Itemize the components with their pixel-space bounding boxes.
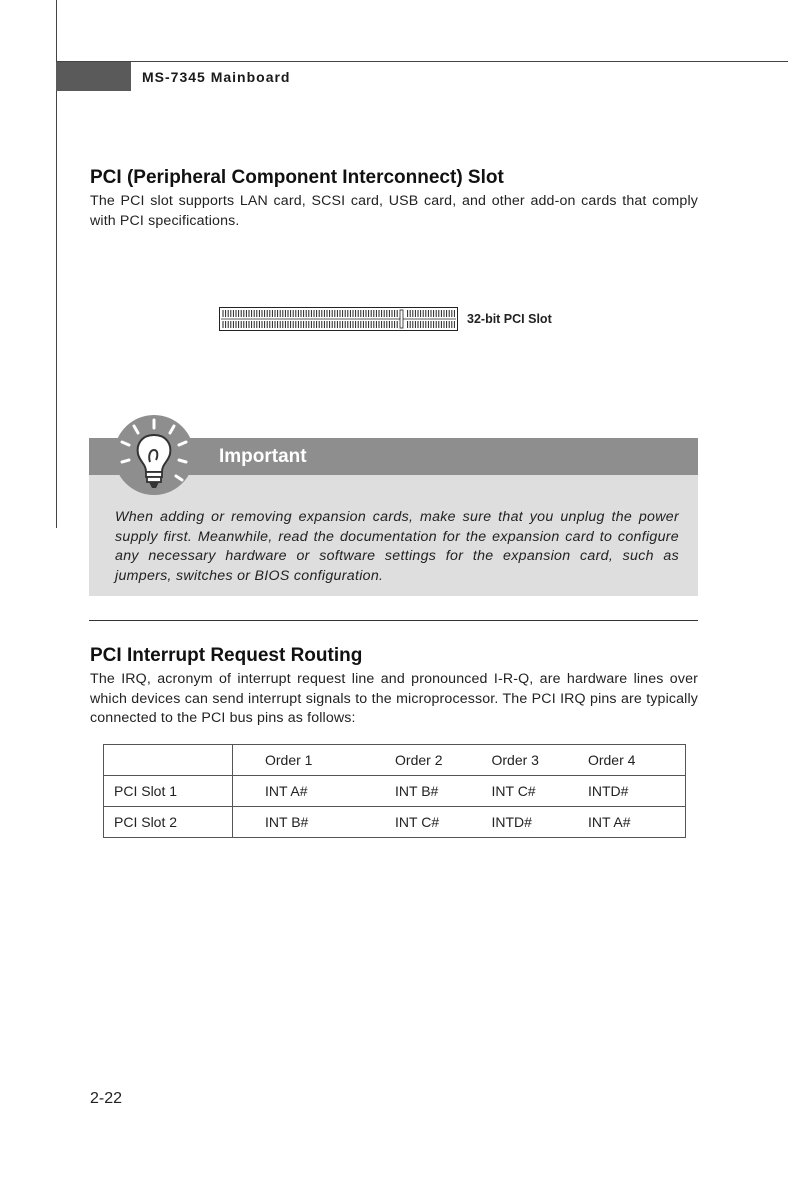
table-cell: PCI Slot 1 xyxy=(104,776,233,807)
important-label: Important xyxy=(219,446,307,467)
table-header-cell xyxy=(104,745,233,776)
irq-routing-description: The IRQ, acronym of interrupt request line and pronounced I-R-Q, are hardware lines over which devices can send interrupt signals to the microprocessor. The PCI IRQ pins are typically connected to the PCI bus pins as follows: xyxy=(90,671,698,726)
table-cell: PCI Slot 2 xyxy=(104,807,233,838)
irq-routing-table xyxy=(103,744,686,838)
table-cell: INTD# xyxy=(492,807,588,838)
table-cell: INT C# xyxy=(395,807,491,838)
pci-slot-label: 32-bit PCI Slot xyxy=(467,312,552,326)
pci-slot-icon xyxy=(219,307,459,331)
page-number: 2-22 xyxy=(90,1090,123,1107)
table-cell: INT B# xyxy=(395,776,491,807)
lightbulb-icon xyxy=(112,410,196,500)
table-header-cell: Order 2 xyxy=(395,745,491,776)
pci-slot-description: The PCI slot supports LAN card, SCSI card, USB card, and other add-on cards that comply with PCI specifications. xyxy=(90,193,698,229)
table-cell: INT A# xyxy=(588,807,686,838)
table-row xyxy=(104,776,686,807)
section-divider xyxy=(89,620,698,621)
header-title: MS-7345 Mainboard xyxy=(142,69,291,85)
important-text: When adding or removing expansion cards, make sure that you unplug the power supply first. Meanwhile, read the documentation for the expansion card to configure any necessary hardware or software settings for the expansion card, such as jumpers, switches or BIOS configuration. xyxy=(115,509,679,584)
pci-slot-heading: PCI (Peripheral Component Interconnect) Slot xyxy=(90,167,504,188)
table-header-row xyxy=(104,745,686,776)
header-tab xyxy=(56,62,131,91)
table-cell: INT B# xyxy=(233,807,396,838)
header-rule xyxy=(56,61,788,62)
table-row xyxy=(104,807,686,838)
table-cell: INT C# xyxy=(492,776,588,807)
irq-routing-heading: PCI Interrupt Request Routing xyxy=(90,645,363,666)
table-header-cell: Order 4 xyxy=(588,745,686,776)
table-cell: INTD# xyxy=(588,776,686,807)
table-header-cell: Order 3 xyxy=(492,745,588,776)
table-header-cell: Order 1 xyxy=(233,745,396,776)
table-cell: INT A# xyxy=(233,776,396,807)
